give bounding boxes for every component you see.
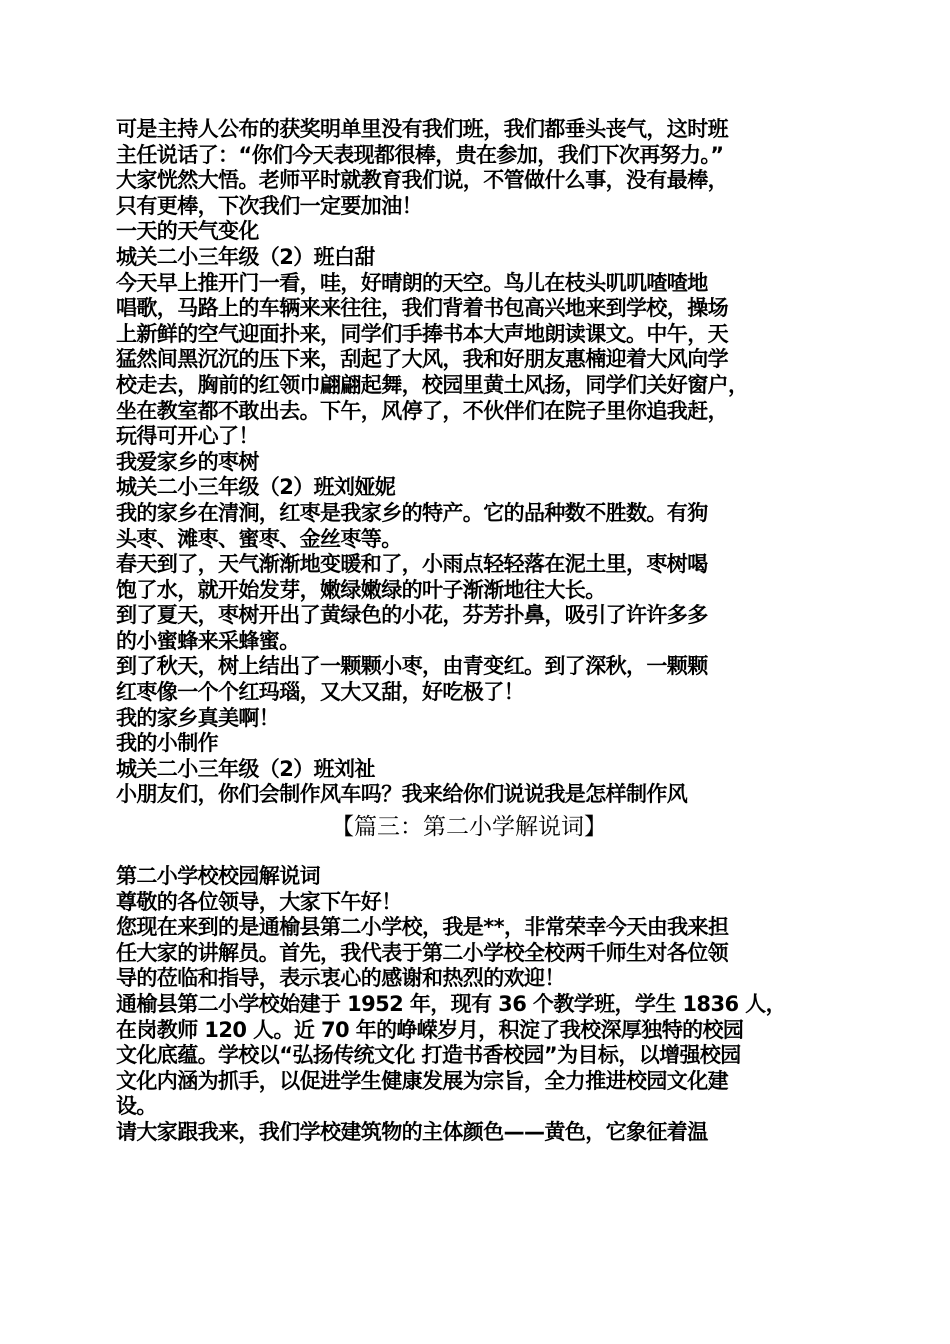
- text-line: 您现在来到的是通榆县第二小学校，我是**，非常荣幸今天由我来担: [116, 915, 729, 940]
- text-line: 第二小学校校园解说词: [116, 864, 320, 889]
- text-line: 到了夏天，枣树开出了黄绿色的小花，芬芳扑鼻，吸引了许许多多: [116, 603, 708, 628]
- text-line: 城关二小三年级（2）班刘娅妮: [116, 475, 396, 500]
- text-line: 文化底蕴。学校以“弘扬传统文化 打造书香校园”为目标，以增强校园: [116, 1043, 741, 1068]
- text-line: 在岗教师 120 人。近 70 年的峥嵘岁月，积淀了我校深厚独特的校园: [116, 1017, 744, 1042]
- document-page: [116, 117, 846, 1146]
- text-line: 的小蜜蜂来采蜂蜜。: [116, 628, 300, 653]
- text-line: 请大家跟我来，我们学校建筑物的主体颜色——黄色，它象征着温: [116, 1119, 708, 1144]
- document-body-part1: [116, 117, 846, 808]
- text-line: 坐在教室都不敢出去。下午，风停了，不伙伴们在院子里你追我赶，: [116, 398, 728, 423]
- text-line: 通榆县第二小学校始建于 1952 年，现有 36 个教学班，学生 1836 人，: [116, 992, 786, 1016]
- text-line: 主任说话了：“你们今天表现都很棒，贵在参加，我们下次再努力。”: [116, 142, 724, 167]
- text-line: 可是主持人公布的获奖明单里没有我们班，我们都垂头丧气，这时班: [116, 117, 728, 141]
- text-line: 任大家的讲解员。首先，我代表于第二小学校全校两千师生对各位领: [116, 940, 728, 965]
- text-line: 饱了水，就开始发芽，嫩绿嫩绿的叶子渐渐地往大长。: [116, 577, 606, 602]
- text-line: 城关二小三年级（2）班刘祉: [116, 756, 375, 781]
- text-line: 到了秋天，树上结出了一颗颗小枣，由青变红。到了深秋，一颗颗: [116, 654, 708, 679]
- text-line: 只有更棒，下次我们一定要加油！: [116, 193, 422, 218]
- section-header: 【篇三：第二小学解说词】: [331, 814, 607, 841]
- text-line: 导的莅临和指导，表示衷心的感谢和热烈的欢迎！: [116, 966, 565, 991]
- document-body-part2: [116, 864, 846, 1146]
- text-line: 春天到了，天气渐渐地变暖和了，小雨点轻轻落在泥土里，枣树喝: [116, 552, 708, 577]
- text-line: 小朋友们，你们会制作风车吗？我来给你们说说我是怎样制作风: [116, 782, 688, 807]
- text-line: 尊敬的各位领导，大家下午好！: [116, 889, 402, 914]
- text-line: 唱歌，马路上的车辆来来往往，我们背着书包高兴地来到学校，操场: [116, 296, 728, 321]
- text-line: 文化内涵为抓手，以促进学生健康发展为宗旨，全力推进校园文化建: [116, 1068, 728, 1093]
- text-line: 城关二小三年级（2）班白甜: [116, 244, 375, 269]
- text-line: 我的家乡真美啊！: [116, 705, 280, 730]
- text-line: 我的小制作: [116, 731, 218, 756]
- text-line: 设。: [116, 1094, 157, 1119]
- text-line: 大家恍然大悟。老师平时就教育我们说，不管做什么事，没有最棒，: [116, 168, 728, 193]
- text-line: 猛然间黑沉沉的压下来，刮起了大风，我和好朋友惠楠迎着大风向学: [116, 347, 728, 372]
- text-line: 一天的天气变化: [116, 219, 259, 244]
- text-line: 红枣像一个个红玛瑙，又大又甜，好吃极了！: [116, 680, 524, 705]
- text-line: 玩得可开心了！: [116, 424, 259, 449]
- text-line: 今天早上推开门一看，哇，好晴朗的天空。鸟儿在枝头叽叽喳喳地: [116, 270, 708, 295]
- text-line: 我爱家乡的枣树: [116, 449, 259, 474]
- text-line: 头枣、滩枣、蜜枣、金丝枣等。: [116, 526, 402, 551]
- text-line: 校走去，胸前的红领巾翩翩起舞，校园里黄土风扬，同学们关好窗户，: [116, 372, 749, 397]
- text-line: 我的家乡在清涧，红枣是我家乡的特产。它的品种数不胜数。有狗: [116, 500, 708, 525]
- text-line: 上新鲜的空气迎面扑来，同学们手捧书本大声地朗读课文。中午，天: [116, 321, 728, 346]
